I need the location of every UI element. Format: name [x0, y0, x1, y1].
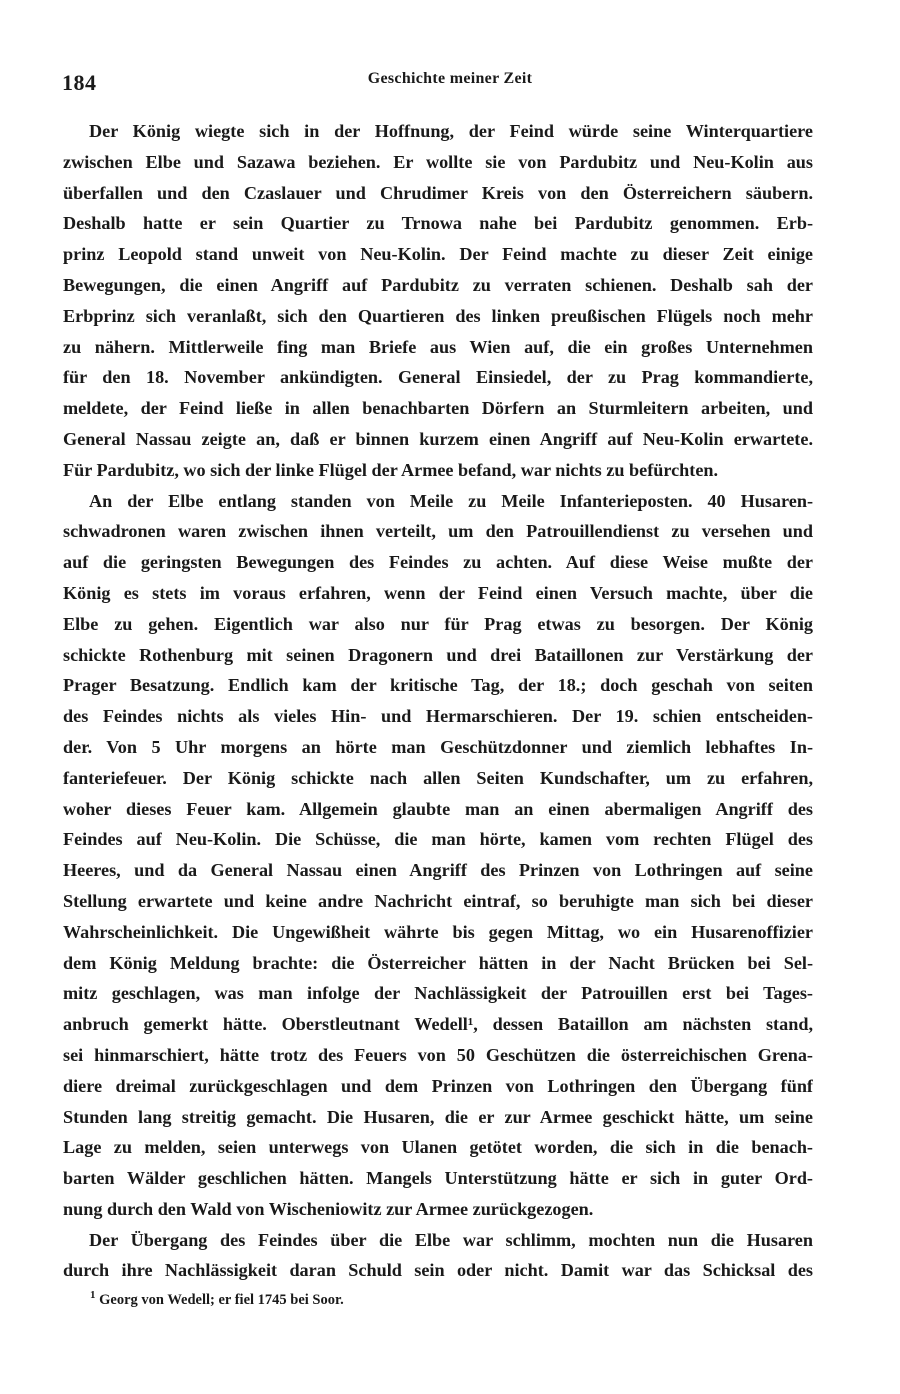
- body-text: [63, 116, 813, 1286]
- footnote: [90, 1289, 344, 1309]
- text-line: An der Elbe entlang standen von Meile zu Meile Infanterieposten. 40 Husaren-: [89, 490, 813, 511]
- text-line: Stunden lang streitig gemacht. Die Husaren, die er zur Armee geschickt hätte, um seine: [63, 1106, 813, 1127]
- running-title: Geschichte meiner Zeit: [367, 70, 533, 87]
- text-line: nung durch den Wald von Wischeniowitz zur Armee zurückgezogen.: [63, 1198, 594, 1219]
- text-line: zwischen Elbe und Sazawa beziehen. Er wollte sie von Pardubitz und Neu-Kolin aus: [63, 151, 813, 172]
- text-line: Stellung erwartete und keine andre Nachricht eintraf, so beruhigte man sich bei dieser: [63, 890, 813, 911]
- text-line: Feindes auf Neu-Kolin. Die Schüsse, die man hörte, kamen vom rechten Flügel des: [63, 829, 813, 850]
- text-line: meldete, der Feind ließe in allen benachbarten Dörfern an Sturmleitern arbeiten, und: [63, 398, 813, 419]
- text-line: anbruch gemerkt hätte. Oberstleutnant Wedell¹, dessen Bataillon am nächsten stand,: [63, 1014, 813, 1035]
- text-line: Lage zu melden, seien unterwegs von Ulanen getötet worden, die sich in die benach-: [63, 1137, 813, 1158]
- text-line: diere dreimal zurückgeschlagen und dem Prinzen von Lothringen den Übergang fünf: [63, 1075, 813, 1096]
- text-line: Prager Besatzung. Endlich kam der kritische Tag, der 18.; doch geschah von seiten: [63, 675, 813, 696]
- page-number: 184: [62, 70, 97, 95]
- footnote-marker: 1: [90, 1289, 96, 1302]
- text-line: prinz Leopold stand unweit von Neu-Kolin. Der Feind machte zu dieser Zeit einige: [63, 244, 813, 265]
- text-line: Für Pardubitz, wo sich der linke Flügel der Armee befand, war nichts zu befürchten.: [63, 459, 719, 480]
- text-line: Bewegungen, die einen Angriff auf Pardubitz zu verraten schienen. Deshalb sah der: [63, 274, 813, 295]
- text-line: überfallen und den Czaslauer und Chrudimer Kreis von den Österreichern säubern.: [63, 182, 813, 203]
- text-line: zu nähern. Mittlerweile fing man Briefe aus Wien auf, die ein großes Unternehmen: [63, 336, 813, 357]
- text-line: woher dieses Feuer kam. Allgemein glaubte man an einen abermaligen Angriff des: [63, 798, 813, 819]
- text-line: mitz geschlagen, was man infolge der Nachlässigkeit der Patrouillen erst bei Tages-: [63, 983, 813, 1004]
- text-line: des Feindes nichts als vieles Hin- und Hermarschieren. Der 19. schien entscheiden-: [63, 706, 813, 727]
- text-line: durch ihre Nachlässigkeit daran Schuld sein oder nicht. Damit war das Schicksal des: [63, 1260, 813, 1281]
- text-line: Erbprinz sich veranlaßt, sich den Quartieren des linken preußischen Flügels noch mehr: [63, 305, 813, 326]
- paragraph: [63, 1225, 813, 1287]
- text-line: König es stets im voraus erfahren, wenn der Feind einen Versuch machte, über die: [63, 582, 813, 603]
- text-line: der. Von 5 Uhr morgens an hörte man Geschützdonner und ziemlich lebhaftes In-: [63, 736, 813, 757]
- text-line: schickte Rothenburg mit seinen Dragonern und drei Bataillonen zur Verstärkung der: [63, 644, 813, 665]
- text-line: fanteriefeuer. Der König schickte nach allen Seiten Kundschafter, um zu erfahren,: [63, 767, 813, 788]
- text-line: Wahrscheinlichkeit. Die Ungewißheit währte bis gegen Mittag, wo ein Husarenoffizier: [63, 921, 813, 942]
- text-line: sei hinmarschiert, hätte trotz des Feuers von 50 Geschützen die österreichischen Grena-: [63, 1044, 813, 1065]
- text-line: schwadronen waren zwischen ihnen verteilt, um den Patrouillendienst zu versehen und: [63, 521, 813, 542]
- text-line: dem König Meldung brachte: die Österreicher hätten in der Nacht Brücken bei Sel-: [63, 952, 813, 973]
- paragraph: [63, 486, 813, 1225]
- text-line: auf die geringsten Bewegungen des Feindes zu achten. Auf diese Weise mußte der: [63, 552, 813, 573]
- text-line: Der König wiegte sich in der Hoffnung, der Feind würde seine Winterquartiere: [89, 121, 813, 141]
- footnote-text: Georg von Wedell; er fiel 1745 bei Soor.: [99, 1292, 344, 1308]
- text-line: barten Wälder geschlichen hätten. Mangels Unterstützung hätte er sich in guter Ord-: [63, 1168, 813, 1189]
- text-line: für den 18. November ankündigten. General Einsiedel, der zu Prag kommandierte,: [63, 367, 813, 388]
- text-line: Heeres, und da General Nassau einen Angriff des Prinzen von Lothringen auf seine: [63, 860, 813, 881]
- paragraph: [63, 116, 813, 486]
- text-line: Der Übergang des Feindes über die Elbe war schlimm, mochten nun die Husaren: [89, 1229, 813, 1250]
- text-line: General Nassau zeigte an, daß er binnen kurzem einen Angriff auf Neu-Kolin erwartete.: [63, 428, 813, 449]
- text-line: Deshalb hatte er sein Quartier zu Trnowa nahe bei Pardubitz genommen. Erb-: [63, 213, 813, 234]
- text-line: Elbe zu gehen. Eigentlich war also nur für Prag etwas zu besorgen. Der König: [63, 613, 813, 634]
